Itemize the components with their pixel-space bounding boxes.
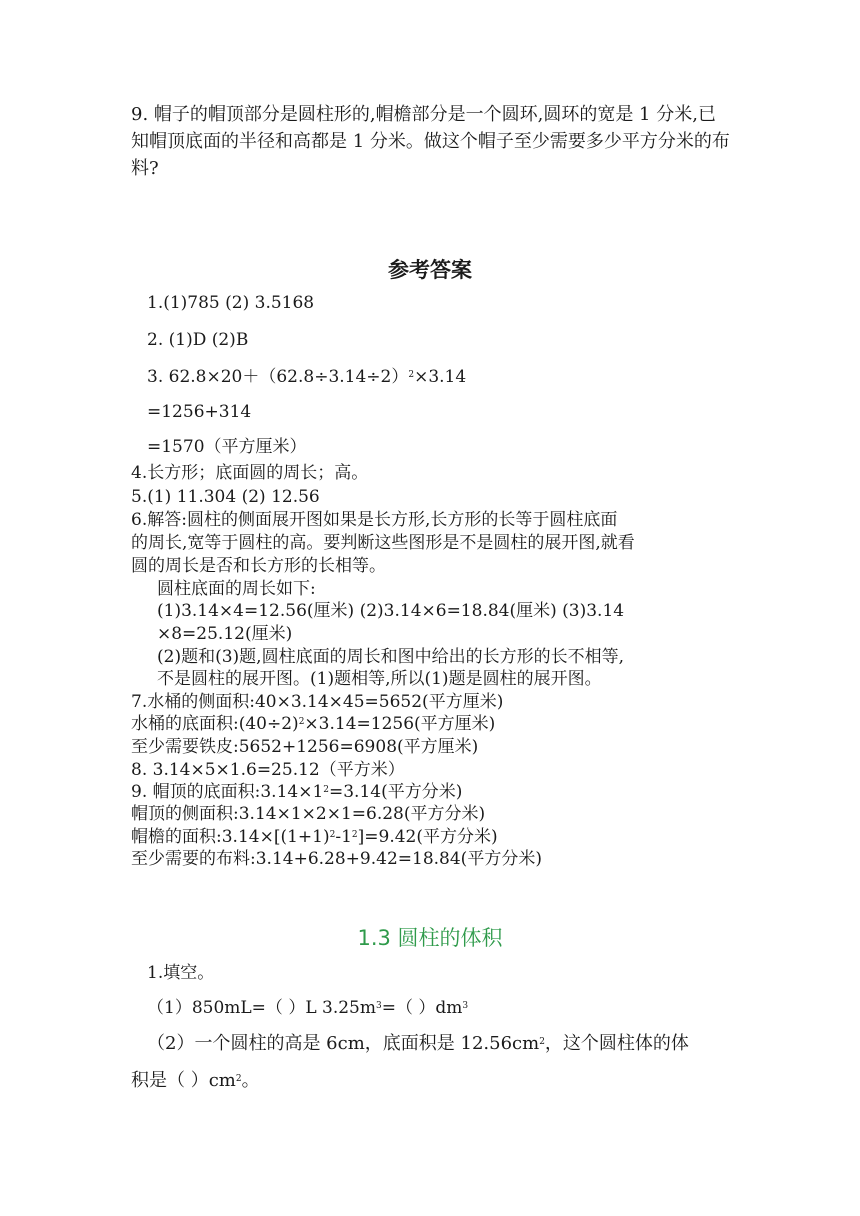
answer-7-exponent: 2: [298, 717, 305, 727]
answer-7-line-1: 7.水桶的侧面积:40×3.14×45=5652(平方厘米): [131, 692, 504, 712]
exercise-1-1-part-1: （1）850mL=（ ）L 3.25m: [147, 998, 376, 1018]
answer-1: 1.(1)785 (2) 3.5168: [147, 293, 315, 313]
answer-3-line-1: [147, 366, 466, 388]
answer-9-3-part-2: -1: [335, 827, 352, 847]
answer-9-line-3: [131, 826, 498, 848]
answer-3-exponent: 2: [408, 370, 415, 380]
exercise-1-2-exponent: 2: [539, 1037, 545, 1047]
answer-6-line-6: ×8=25.12(厘米): [157, 624, 293, 644]
answer-9-line-4: 至少需要的布料:3.14+6.28+9.42=18.84(平方分米): [131, 849, 542, 869]
exercise-1-1: [147, 997, 468, 1019]
answer-9-3-part-1: 帽檐的面积:3.14×[(1+1): [131, 827, 330, 847]
answer-6-line-8: 不是圆柱的展开图。(1)题相等,所以(1)题是圆柱的展开图。: [157, 669, 602, 689]
exercise-1-2-line-1: [147, 1033, 689, 1055]
exercise-1-heading: 1.填空。: [147, 963, 215, 983]
answer-6-line-2: 的周长,宽等于圆柱的高。要判断这些图形是不是圆柱的展开图,就看: [131, 533, 635, 553]
answer-9-exponent: 2: [323, 785, 329, 795]
answer-6-line-7: (2)题和(3)题,圆柱底面的周长和图中给出的长方形的长不相等,: [157, 647, 624, 667]
answer-8: 8. 3.14×5×1.6=25.12（平方米）: [131, 760, 405, 780]
exercise-1-2-line-2: [131, 1070, 260, 1092]
answer-6-line-1: 6.解答:圆柱的侧面展开图如果是长方形,长方形的长等于圆柱底面: [131, 510, 618, 530]
answer-2: 2. (1)D (2)B: [147, 330, 249, 350]
exercise-1-2-line-2-exponent: 2: [235, 1074, 242, 1084]
exercise-1-1-exponent-1: 3: [376, 1001, 382, 1011]
answer-6-line-3: 圆的周长是否和长方形的长相等。: [131, 556, 386, 576]
exercise-1-2-part-1: （2）一个圆柱的高是 6cm，底面积是 12.56cm: [147, 1033, 540, 1054]
answer-9-3-exponent-2: 2: [351, 830, 358, 840]
answer-7-line-3: 至少需要铁皮:5652+1256=6908(平方厘米): [131, 737, 479, 757]
answer-3-line-2: =1256+314: [147, 402, 252, 422]
answer-9-line-2: 帽顶的侧面积:3.14×1×2×1=6.28(平方分米): [131, 804, 486, 824]
answer-9-3-part-3: ]=9.42(平方分米): [357, 827, 498, 847]
answer-7-part-2: ×3.14=1256(平方厘米): [304, 714, 496, 734]
answer-4: 4.长方形；底面圆的周长；高。: [131, 463, 369, 483]
answer-3-part-2: ×3.14: [414, 367, 467, 387]
answer-7-line-2: [131, 713, 495, 735]
answer-6-line-4: 圆柱底面的周长如下:: [157, 579, 316, 599]
exercise-1-1-exponent-2: 3: [462, 1001, 469, 1011]
question-9: 9. 帽子的帽顶部分是圆柱形的,帽檐部分是一个圆环,圆环的宽是 1 分米,已知帽顶底面的半径和高都是 1 分米。做这个帽子至少需要多少平方分米的布料?: [131, 104, 730, 179]
answer-9-part-1: 9. 帽顶的底面积:3.14×1: [131, 782, 324, 802]
exercise-1-2-line-2-part-2: 。: [241, 1070, 260, 1091]
exercise-1-2-line-2-part-1: 积是（ ）cm: [131, 1070, 236, 1091]
answer-3-line-3: =1570（平方厘米）: [147, 437, 307, 457]
answer-5: 5.(1) 11.304 (2) 12.56: [131, 487, 320, 507]
exercise-1-2-part-2: ，这个圆柱体的体: [544, 1033, 689, 1054]
answer-9-part-2: =3.14(平方分米): [329, 782, 463, 802]
answers-title: 参考答案: [388, 258, 472, 282]
answer-9-line-1: [131, 781, 462, 803]
section-title: 1.3 圆柱的体积: [357, 926, 503, 950]
answer-7-part-1: 水桶的底面积:(40÷2): [131, 714, 299, 734]
exercise-1-1-part-2: =（ ）dm: [381, 998, 463, 1018]
answer-3-part-1: 3. 62.8×20＋（62.8÷3.14÷2）: [147, 367, 409, 387]
answer-6-line-5: (1)3.14×4=12.56(厘米) (2)3.14×6=18.84(厘米) (3)3.14: [157, 601, 625, 621]
answer-9-3-exponent-1: 2: [329, 830, 336, 840]
